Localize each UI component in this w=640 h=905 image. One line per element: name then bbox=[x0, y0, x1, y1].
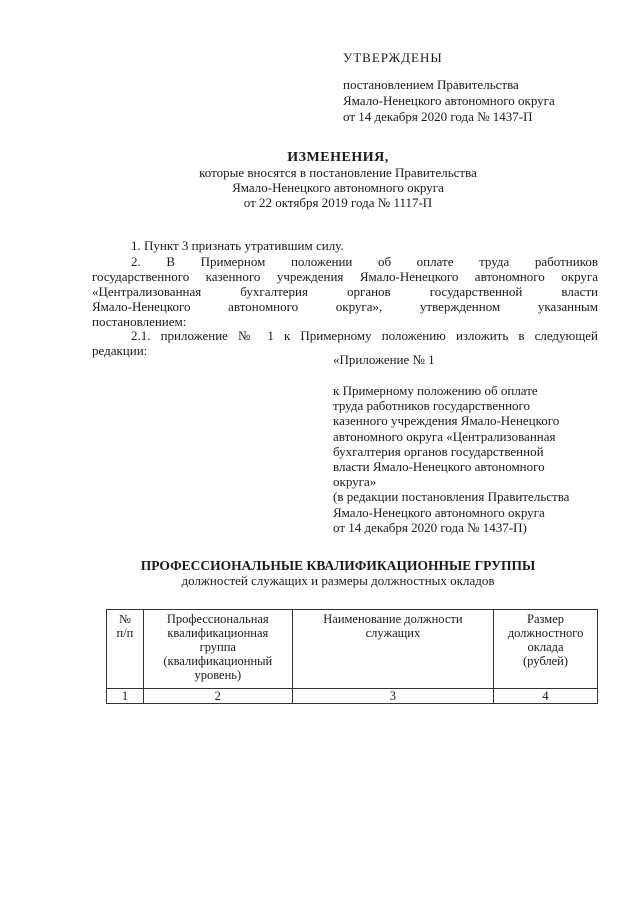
changes-title: ИЗМЕНЕНИЯ, bbox=[287, 150, 389, 165]
table-cell: 3 bbox=[292, 689, 493, 704]
table-cell: 4 bbox=[494, 689, 598, 704]
table-header-row bbox=[107, 610, 598, 689]
header-cell-salary: Размер должностного оклада (рублей) bbox=[494, 610, 598, 689]
appendix-line: бухгалтерия органов государственной bbox=[333, 443, 544, 459]
changes-subtitle-line: Ямало-Ненецкого автономного округа bbox=[232, 180, 444, 195]
appendix-line: казенного учреждения Ямало-Ненецкого bbox=[333, 413, 560, 429]
paragraph-2-line: «Централизованная бухгалтерия органов государственной власти bbox=[92, 284, 598, 299]
pkg-table bbox=[106, 609, 598, 704]
header-cell-number: № п/п bbox=[107, 610, 144, 689]
paragraph-21-line: 2.1. приложение № 1 к Примерному положению изложить в следующей bbox=[131, 328, 598, 343]
appendix-heading: «Приложение № 1 bbox=[333, 352, 435, 367]
paragraph-2-line: постановлением: bbox=[92, 314, 187, 329]
appendix-line: автономного округа «Централизованная bbox=[333, 428, 556, 444]
pkg-subtitle: должностей служащих и размеры должностных окладов bbox=[181, 573, 495, 588]
paragraph-2-line: государственного казенного учреждения Ямало-Ненецкого автономного округа bbox=[92, 269, 598, 284]
appendix-line: труда работников государственного bbox=[333, 398, 531, 414]
appendix-line: к Примерному положению об оплате bbox=[333, 383, 538, 398]
appendix-line: округа» bbox=[333, 474, 377, 490]
appendix-line: Ямало-Ненецкого автономного округа bbox=[333, 504, 545, 520]
appendix-body bbox=[333, 383, 569, 535]
header-cell-group: Профессиональная квалификационная группа (квалификационный уровень) bbox=[143, 610, 292, 689]
pkg-title: ПРОФЕССИОНАЛЬНЫЕ КВАЛИФИКАЦИОННЫЕ ГРУППЫ bbox=[140, 558, 536, 573]
approved-label: УТВЕРЖДЕНЫ bbox=[343, 50, 443, 65]
table-cell: 2 bbox=[143, 689, 292, 704]
paragraph-1: 1. Пункт 3 признать утратившим силу. bbox=[131, 238, 344, 253]
approved-by-line: постановлением Правительства bbox=[343, 77, 519, 92]
paragraph-2-line: 2. В Примерном положении об оплате труда работников bbox=[131, 254, 598, 269]
appendix-line: власти Ямало-Ненецкого автономного bbox=[333, 458, 545, 474]
approved-by-line: Ямало-Ненецкого автономного округа bbox=[343, 93, 555, 108]
changes-subtitle-line: которые вносятся в постановление Правительства bbox=[199, 165, 477, 180]
table-row bbox=[107, 689, 598, 704]
approved-by-line: от 14 декабря 2020 года № 1437-П bbox=[343, 109, 533, 124]
changes-subtitle bbox=[0, 165, 640, 210]
approved-by-block bbox=[343, 77, 555, 125]
appendix-line: (в редакции постановления Правительства bbox=[333, 489, 570, 505]
header-cell-position: Наименование должности служащих bbox=[292, 610, 493, 689]
changes-subtitle-line: от 22 октября 2019 года № 1117-П bbox=[243, 195, 433, 210]
appendix-line: от 14 декабря 2020 года № 1437-П) bbox=[333, 519, 527, 535]
table-cell: 1 bbox=[107, 689, 144, 704]
paragraph-21-line: редакции: bbox=[92, 343, 148, 358]
paragraph-2-line: Ямало-Ненецкого автономного округа», утвержденном указанным bbox=[92, 299, 598, 314]
